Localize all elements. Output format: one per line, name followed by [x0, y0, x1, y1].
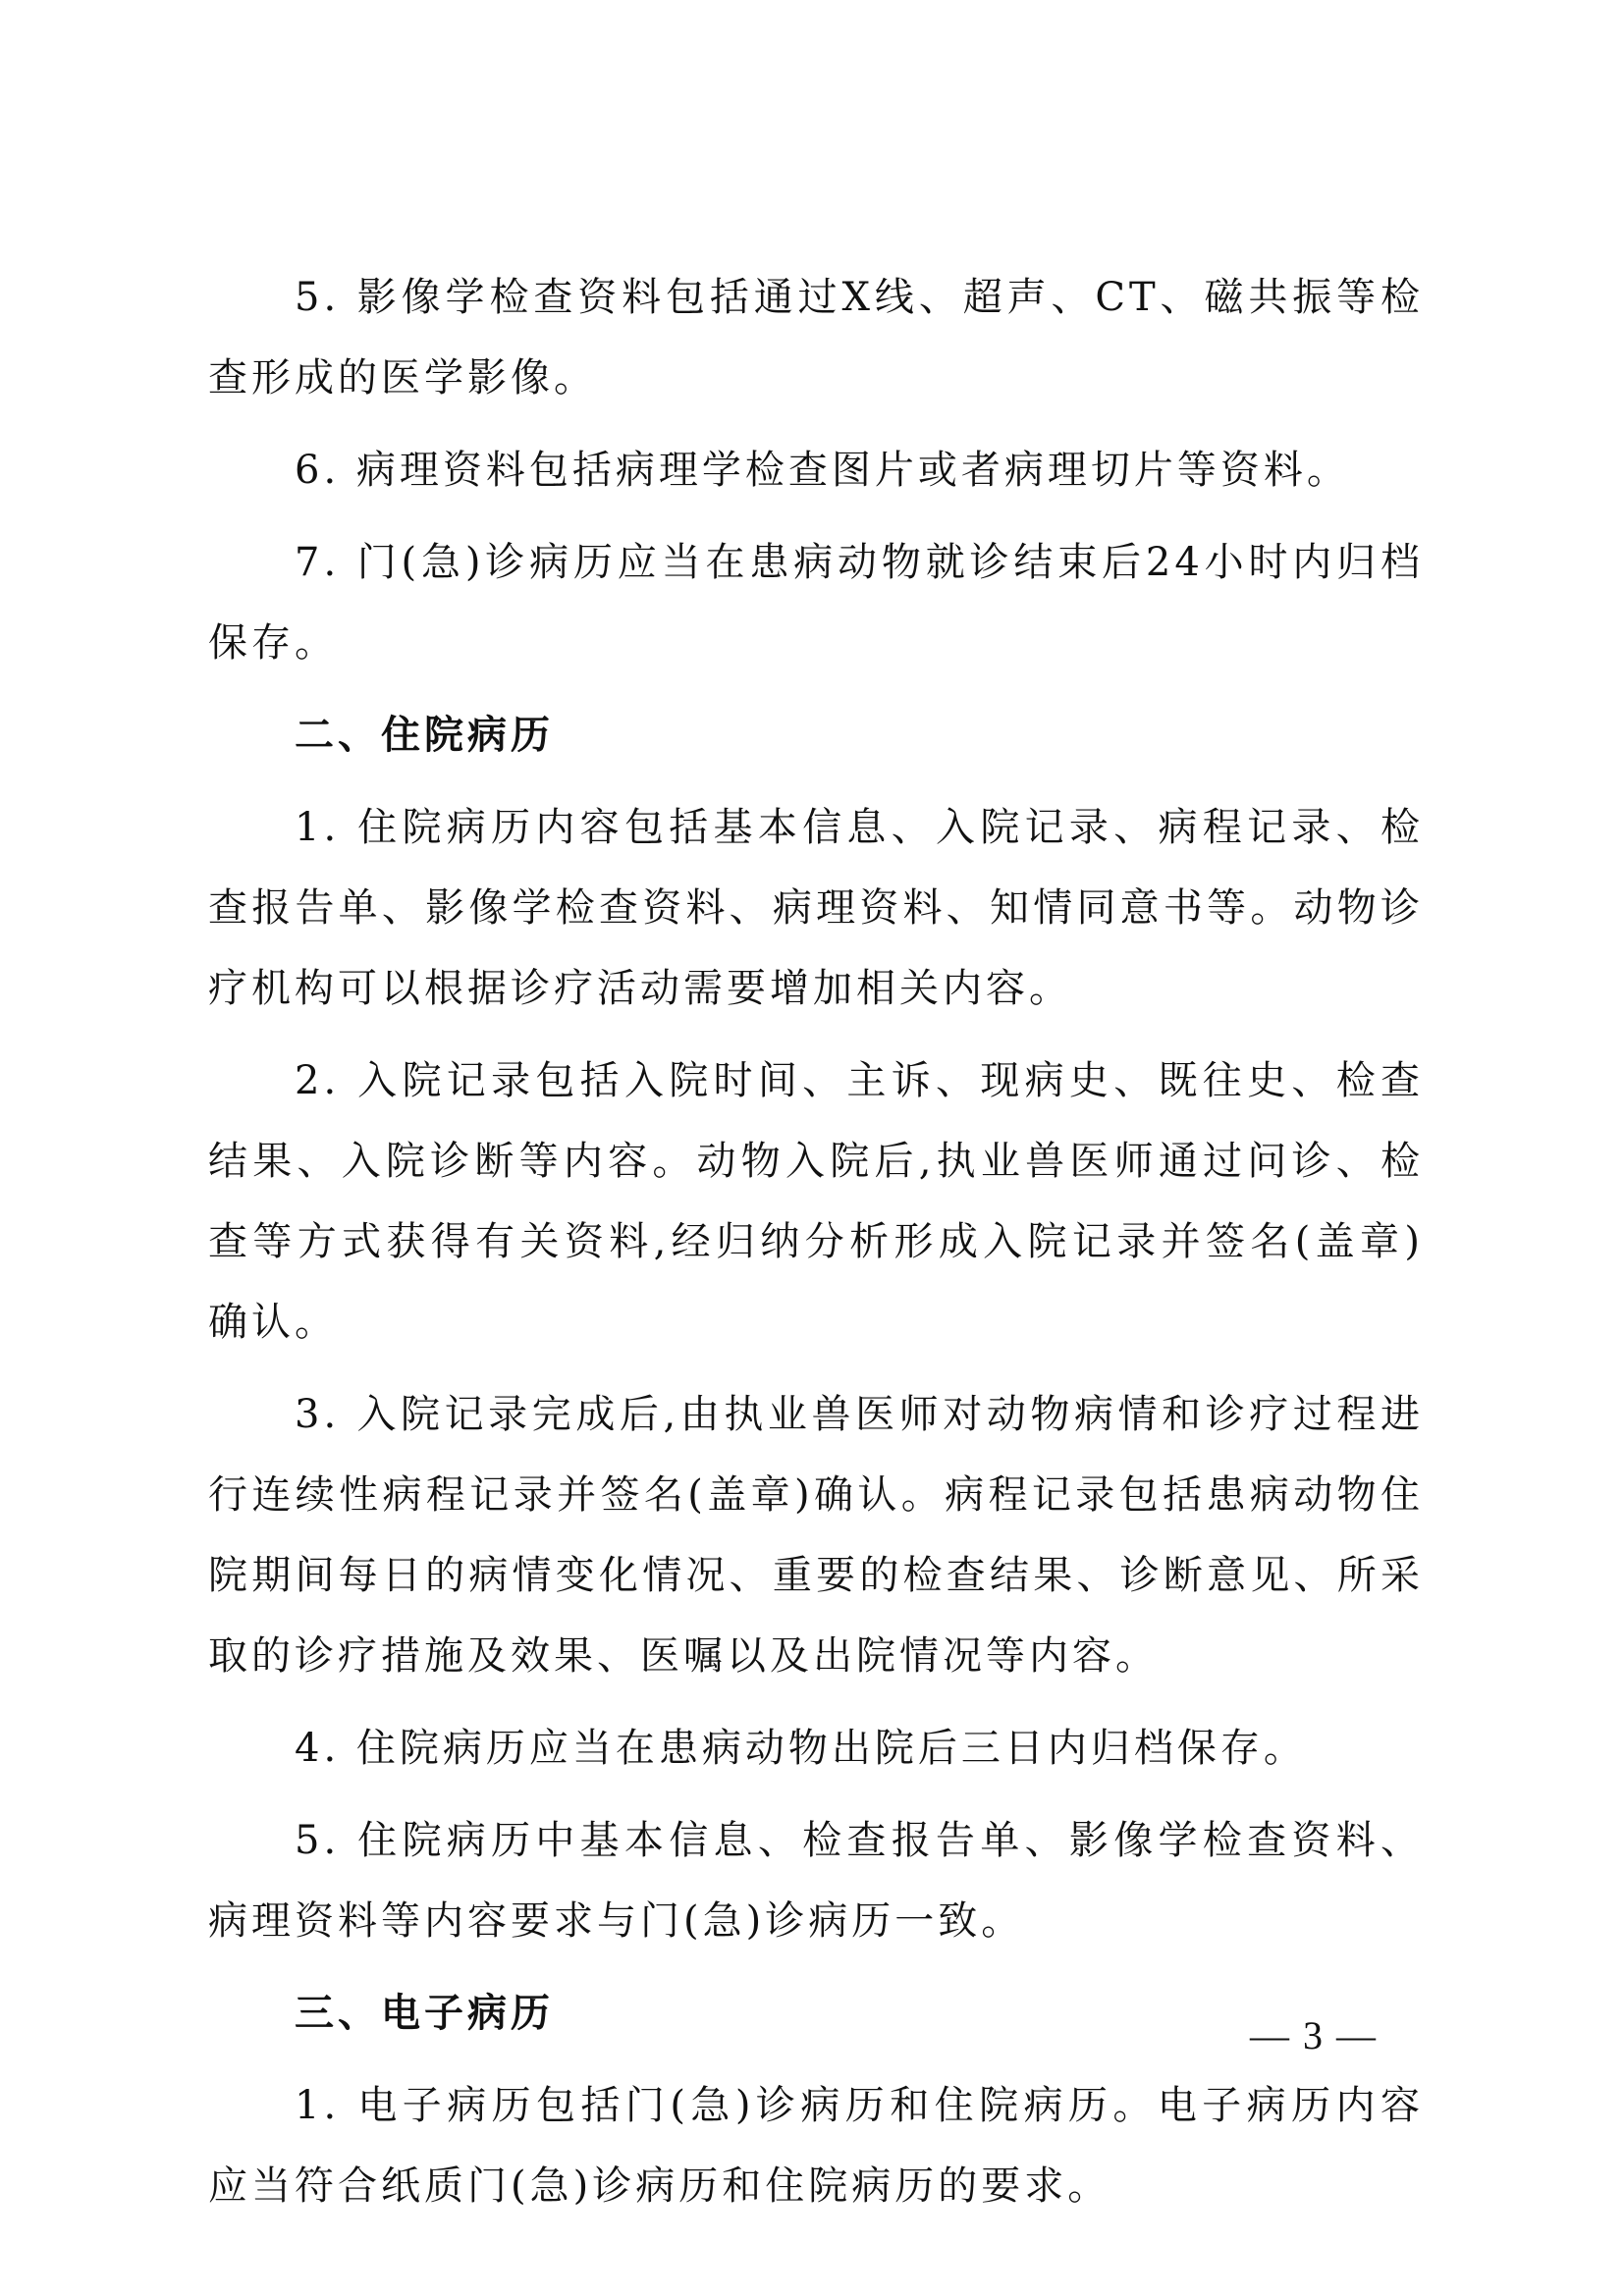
paragraph-inpatient-archiving: 4. 住院病历应当在患病动物出院后三日内归档保存。	[295, 1726, 1307, 1771]
paragraph-electronic-records: 1. 电子病历包括门(急)诊病历和住院病历。电子病历内容应当符合纸质门(急)诊病历和住院病历的要求。	[208, 2083, 1424, 2209]
paragraph-admission-record: 2. 入院记录包括入院时间、主诉、现病史、既往史、检查结果、入院诊断等内容。动物入院后,执业兽医师通过问诊、检查等方式获得有关资料,经归纳分析形成入院记录并签名(盖章)确认。	[208, 1058, 1424, 1345]
paragraph-inpatient-consistency: 5. 住院病历中基本信息、检查报告单、影像学检查资料、病理资料等内容要求与门(急)诊病历一致。	[208, 1818, 1424, 1944]
paragraph-pathology-materials: 6. 病理资料包括病理学检查图片或者病理切片等资料。	[295, 448, 1350, 493]
paragraph-outpatient-archiving: 7. 门(急)诊病历应当在患病动物就诊结束后24小时内归档保存。	[208, 540, 1424, 666]
paragraph-progress-record: 3. 入院记录完成后,由执业兽医师对动物病情和诊疗过程进行连续性病程记录并签名(盖章)确认。病程记录包括患病动物住院期间每日的病情变化情况、重要的检查结果、诊断意见、所采取的诊疗措施及效果、医嘱以及出院情况等内容。	[208, 1392, 1424, 1679]
document-body	[208, 257, 1424, 2238]
section-heading-electronic-records: 三、电子病历	[295, 1991, 554, 2036]
section-heading-inpatient-records: 二、住院病历	[295, 713, 554, 758]
paragraph-imaging-materials: 5. 影像学检查资料包括通过X线、超声、CT、磁共振等检查形成的医学影像。	[208, 275, 1424, 400]
page-number: — 3 —	[1250, 2013, 1378, 2057]
paragraph-inpatient-contents: 1. 住院病历内容包括基本信息、入院记录、病程记录、检查报告单、影像学检查资料、病理资料、知情同意书等。动物诊疗机构可以根据诊疗活动需要增加相关内容。	[208, 805, 1424, 1011]
